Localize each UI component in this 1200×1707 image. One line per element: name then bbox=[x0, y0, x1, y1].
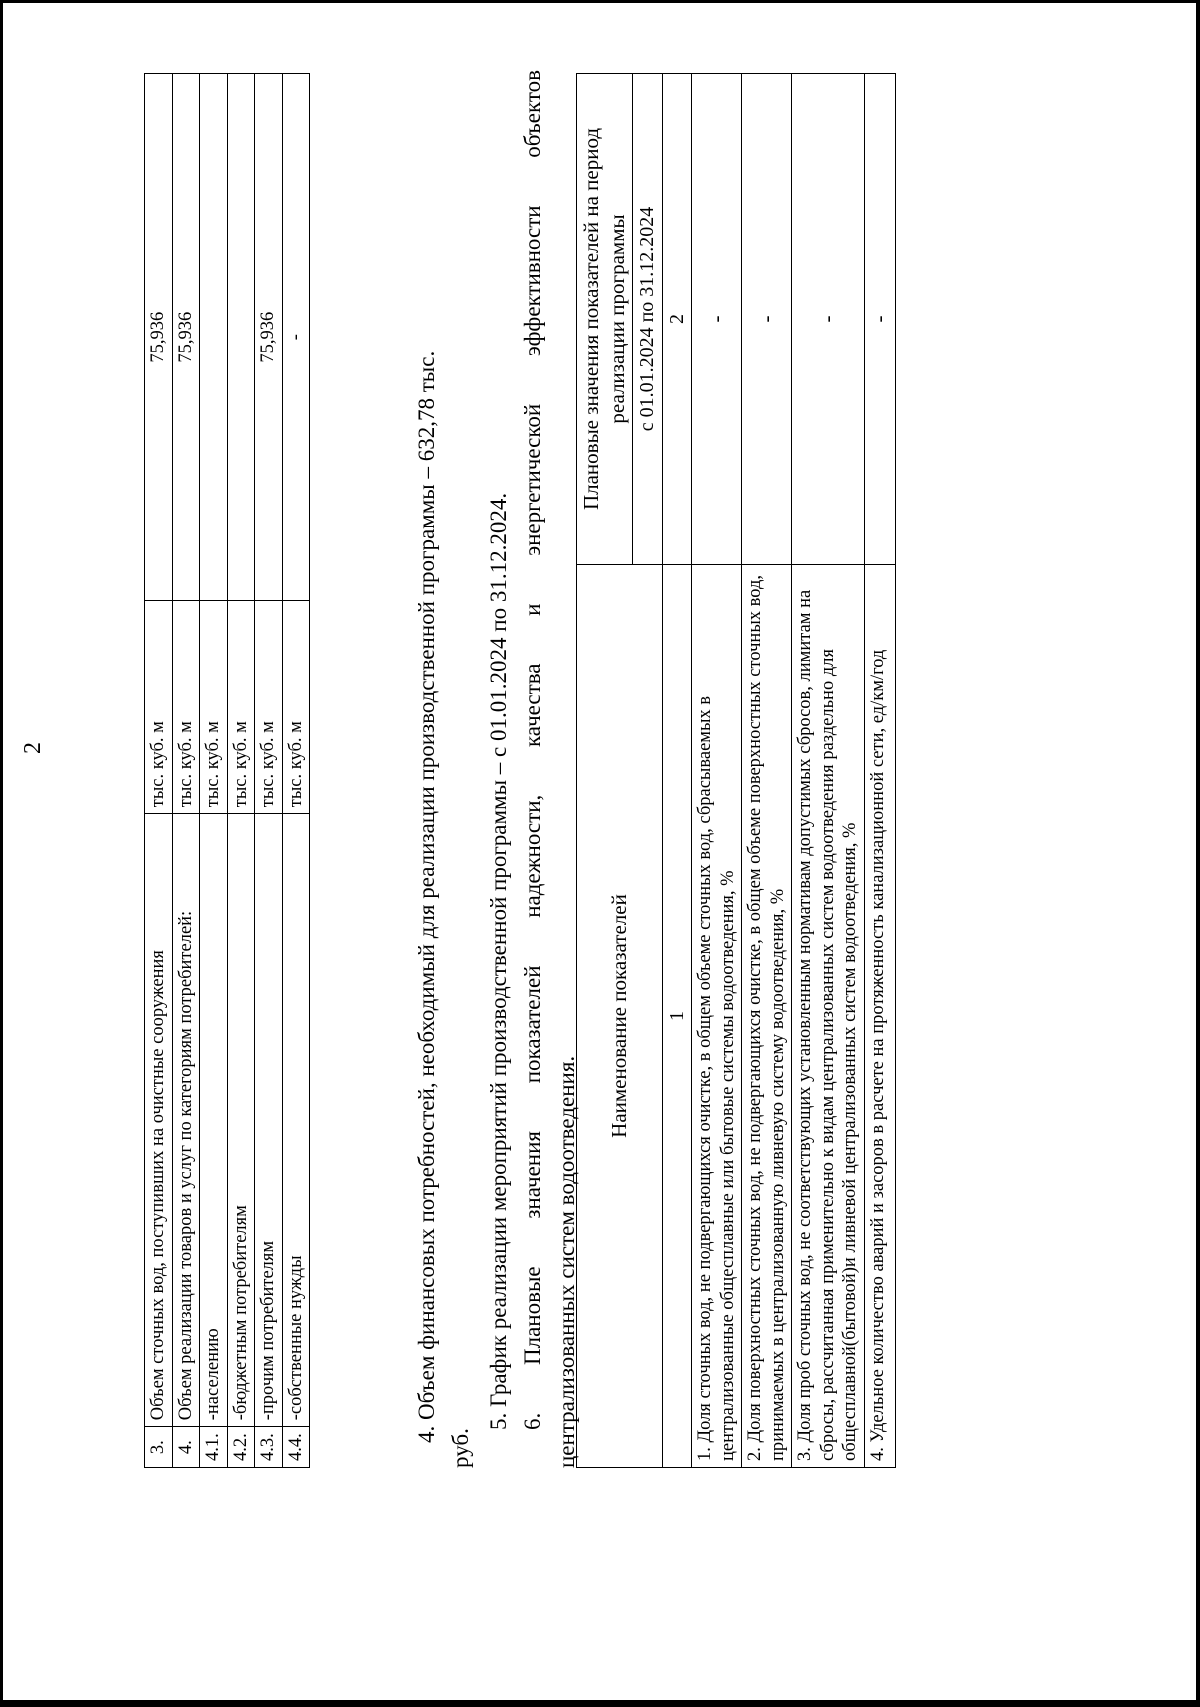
row-name: Объем сточных вод, поступивших на очистные сооружения bbox=[145, 814, 173, 1427]
row-unit: тыс. куб. м bbox=[227, 601, 255, 814]
table-row bbox=[792, 74, 865, 1468]
table-row bbox=[227, 74, 255, 1468]
indicator-value: - bbox=[864, 74, 895, 565]
row-number: 4.4. bbox=[282, 1427, 310, 1468]
column-number-1: 1 bbox=[662, 565, 691, 1468]
table-row bbox=[200, 74, 228, 1468]
header-plan-values: Плановые значения показателей на период реализации программы bbox=[577, 74, 633, 565]
table-row bbox=[742, 74, 792, 1468]
page-number: 2 bbox=[20, 742, 46, 754]
row-name: -населению bbox=[200, 814, 228, 1427]
row-name: Объем реализации товаров и услуг по категориям потребителей: bbox=[172, 814, 200, 1427]
paragraph-financial-needs-continued: руб. bbox=[448, 1428, 473, 1468]
row-unit: тыс. куб. м bbox=[145, 601, 173, 814]
table-row bbox=[864, 74, 895, 1468]
indicator-name: 1. Доля сточных вод, не подвергающихся очистке, в общем объеме сточных вод, сбрасываемых в централизованные общесплавные или бытовые системы водоотведения, % bbox=[692, 565, 742, 1468]
row-number: 4.2. bbox=[227, 1427, 255, 1468]
scan-border-bottom bbox=[0, 1700, 1200, 1707]
row-number: 4. bbox=[172, 1427, 200, 1468]
table-row bbox=[282, 74, 310, 1468]
paragraph-indicators: 6. Плановые значения показателей надежности, качества и энергетической эффективности объектов bbox=[520, 70, 545, 1430]
row-unit: тыс. куб. м bbox=[172, 601, 200, 814]
row-value: 75,936 bbox=[145, 74, 173, 601]
table-header-row bbox=[577, 74, 633, 1468]
header-period: с 01.01.2024 по 31.12.2024 bbox=[633, 74, 662, 565]
table-row bbox=[692, 74, 742, 1468]
indicator-name: 4. Удельное количество аварий и засоров в расчете на протяженность канализационной сети, ед/км/год bbox=[864, 565, 895, 1468]
scan-border-top bbox=[0, 0, 1200, 3]
paragraph-financial-needs: 4. Объем финансовых потребностей, необходимый для реализации производственной программы – 632,78 тыс. bbox=[414, 350, 439, 1443]
column-number-2: 2 bbox=[662, 74, 691, 565]
indicator-value: - bbox=[692, 74, 742, 565]
row-value bbox=[200, 74, 228, 601]
row-unit: тыс. куб. м bbox=[255, 601, 283, 814]
paragraph-schedule: 5. График реализации мероприятий производственной программы – с 01.01.2024 по 31.12.2024. bbox=[486, 492, 511, 1430]
rotated-page-content bbox=[20, 68, 1060, 1468]
row-name: -прочим потребителям bbox=[255, 814, 283, 1427]
indicator-value: - bbox=[742, 74, 792, 565]
row-number: 4.3. bbox=[255, 1427, 283, 1468]
scan-border-right bbox=[1196, 0, 1200, 1707]
table-row bbox=[255, 74, 283, 1468]
header-indicator-name: Наименование показателей bbox=[577, 565, 663, 1468]
volumes-table bbox=[144, 73, 310, 1468]
row-value bbox=[227, 74, 255, 601]
indicator-value: - bbox=[792, 74, 865, 565]
paragraph-indicators-continued: централизованных систем водоотведения. bbox=[554, 1055, 579, 1468]
row-unit: тыс. куб. м bbox=[282, 601, 310, 814]
row-name: -бюджетным потребителям bbox=[227, 814, 255, 1427]
row-number: 4.1. bbox=[200, 1427, 228, 1468]
indicators-table bbox=[576, 73, 896, 1468]
indicator-name: 3. Доля проб сточных вод, не соответствующих установленным нормативам допустимых сбросов, лимитам на сбросы, рассчитанная применительно к видам централизованных систем водоотведения раздельно для общесплавной(бытовой)и ливневой централизованных систем водоотведения, % bbox=[792, 565, 865, 1468]
table-column-number-row bbox=[662, 74, 691, 1468]
row-value: 75,936 bbox=[172, 74, 200, 601]
row-unit: тыс. куб. м bbox=[200, 601, 228, 814]
indicator-name: 2. Доля поверхностных сточных вод, не подвергающихся очистке, в общем объеме поверхностных сточных вод, принимаемых в централизованную ливневую систему водоотведения, % bbox=[742, 565, 792, 1468]
table-row bbox=[145, 74, 173, 1468]
row-value: 75,936 bbox=[255, 74, 283, 601]
row-number: 3. bbox=[145, 1427, 173, 1468]
table-row bbox=[172, 74, 200, 1468]
row-name: -собственные нужды bbox=[282, 814, 310, 1427]
scan-border-left bbox=[0, 0, 3, 1707]
row-value: - bbox=[282, 74, 310, 601]
